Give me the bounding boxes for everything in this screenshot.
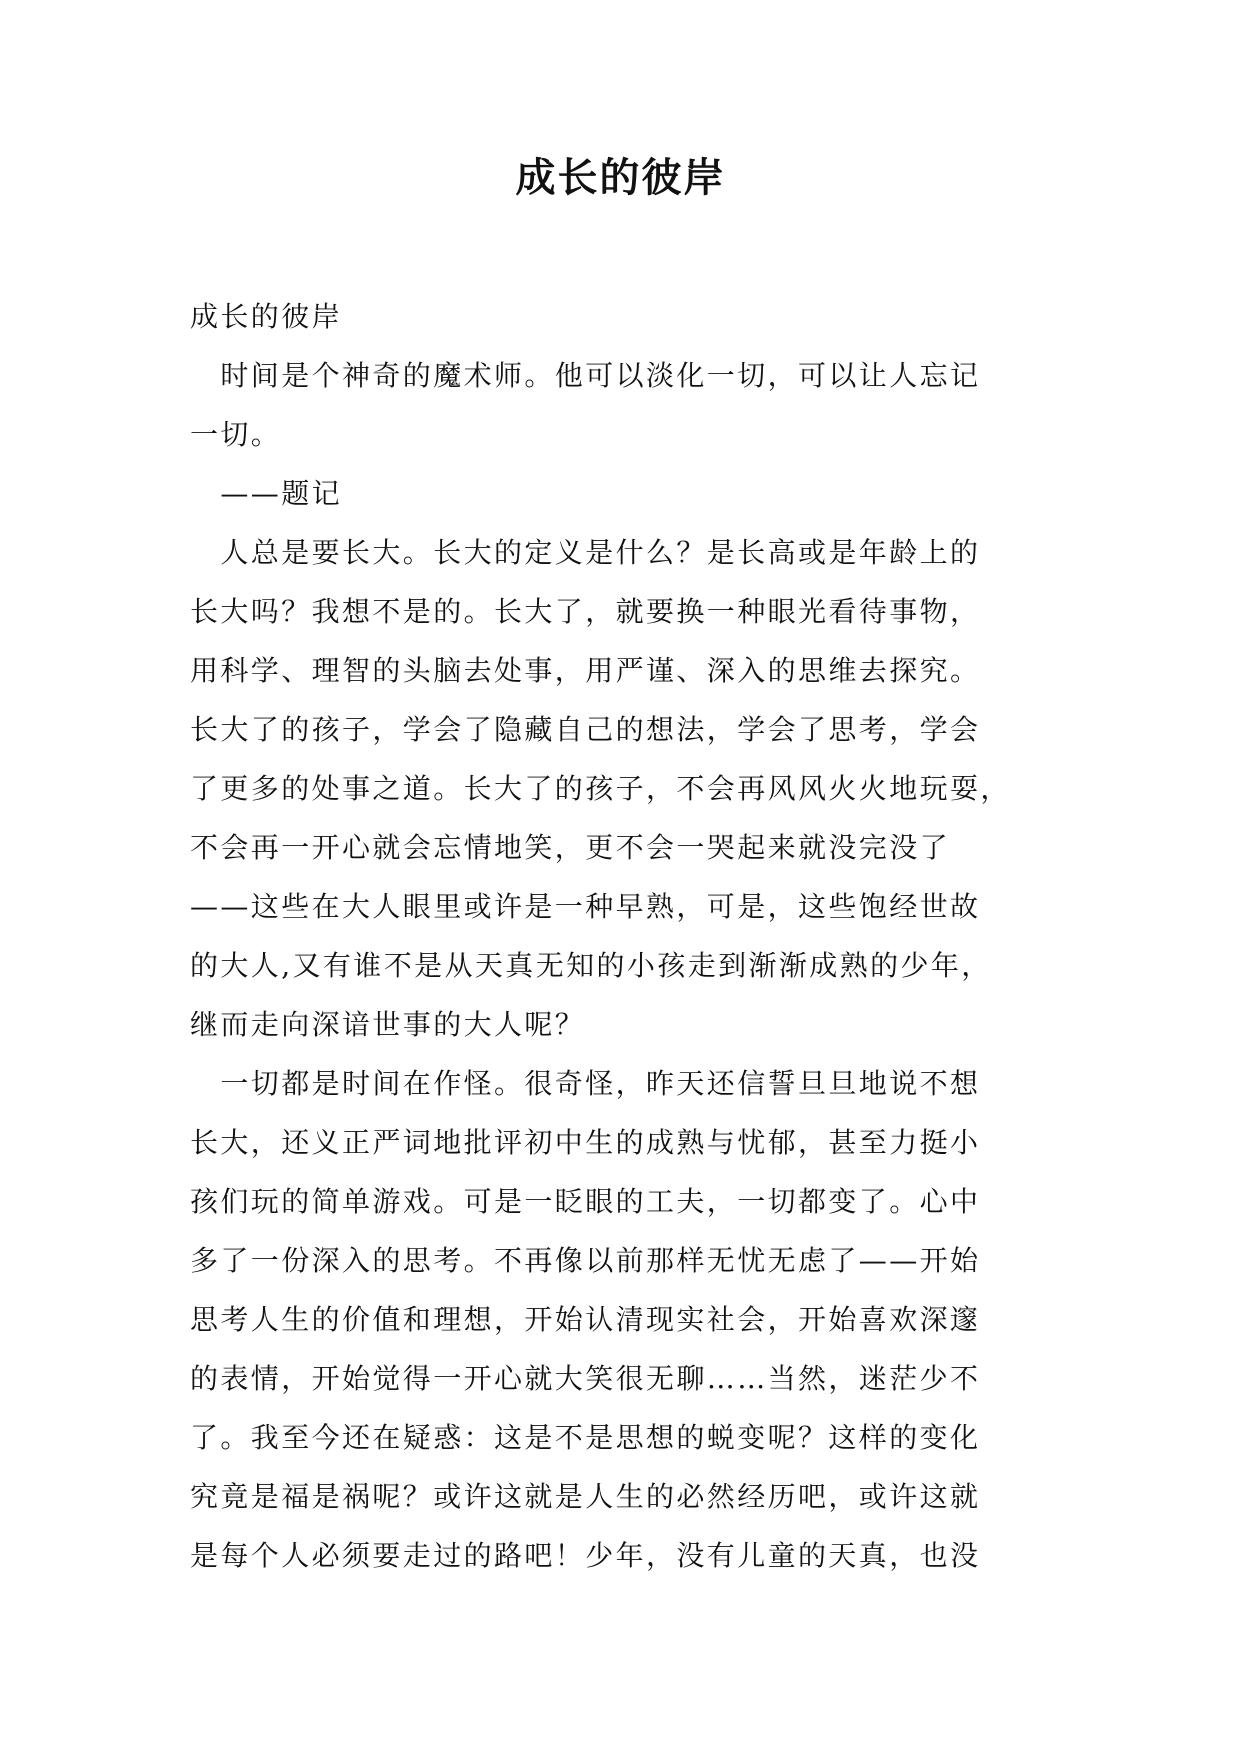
text-line: 继而走向深谙世事的大人呢？	[190, 1008, 586, 1041]
text-line: 用科学、理智的头脑去处事，用严谨、深入的思维去探究。	[190, 654, 981, 687]
text-line: 长大了的孩子，学会了隐藏自己的想法，学会了思考，学会	[190, 713, 981, 746]
text-line: 思考人生的价值和理想，开始认清现实社会，开始喜欢深邃	[190, 1303, 981, 1336]
text-line: 一切都是时间在作怪。很奇怪，昨天还信誓旦旦地说不想	[190, 1067, 981, 1100]
text-line: 究竟是福是祸呢？或许这就是人生的必然经历吧，或许这就	[190, 1480, 981, 1513]
text-line: ——这些在大人眼里或许是一种早熟，可是，这些饱经世故	[190, 890, 981, 923]
document-title: 成长的彼岸	[515, 155, 726, 201]
text-line: 的大人,又有谁不是从天真无知的小孩走到渐渐成熟的少年，	[190, 949, 992, 982]
text-line: 不会再一开心就会忘情地笑，更不会一哭起来就没完没了	[190, 831, 951, 864]
text-line: 一切。	[190, 418, 282, 451]
text-line: 了。我至今还在疑惑：这是不是思想的蜕变呢？这样的变化	[190, 1421, 981, 1454]
document-body	[190, 287, 1060, 1585]
text-line: 时间是个神奇的魔术师。他可以淡化一切，可以让人忘记	[190, 359, 981, 392]
text-line: 了更多的处事之道。长大了的孩子，不会再风风火火地玩耍，	[190, 772, 1011, 805]
text-line: 成长的彼岸	[190, 300, 343, 333]
text-line: 人总是要长大。长大的定义是什么？是长高或是年龄上的	[190, 536, 981, 569]
text-line: 是每个人必须要走过的路吧！少年，没有儿童的天真，也没	[190, 1539, 981, 1572]
text-line: 孩们玩的简单游戏。可是一眨眼的工夫，一切都变了。心中	[190, 1185, 981, 1218]
text-line: 多了一份深入的思考。不再像以前那样无忧无虑了——开始	[190, 1244, 981, 1277]
text-line: ——题记	[190, 477, 343, 510]
text-line: 的表情，开始觉得一开心就大笑很无聊……当然，迷茫少不	[190, 1362, 981, 1395]
text-line: 长大，还义正严词地批评初中生的成熟与忧郁，甚至力挺小	[190, 1126, 981, 1159]
text-line: 长大吗？我想不是的。长大了，就要换一种眼光看待事物，	[190, 595, 981, 628]
